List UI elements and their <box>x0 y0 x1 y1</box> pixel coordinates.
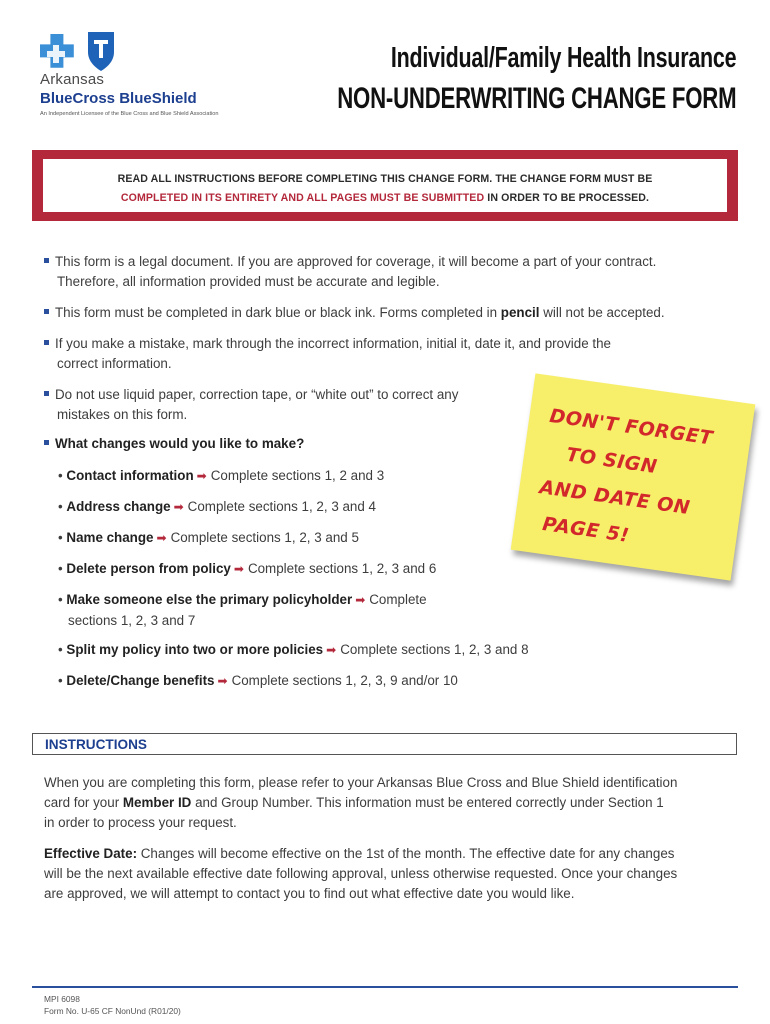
sticky-note-reminder <box>511 373 756 580</box>
title-line-2: NON-UNDERWRITING CHANGE FORM <box>336 82 736 115</box>
bullet-ink-requirement: This form must be completed in dark blue or black ink. Forms completed in pencil will not be accepted. <box>44 303 665 323</box>
document-title <box>197 42 736 116</box>
arrow-right-icon: ➡ <box>355 593 366 607</box>
change-option: • Name change ➡ Complete sections 1, 2, 3 and 5 <box>58 530 359 545</box>
logo-licensee-text: An Independent Licensee of the Blue Cross and Blue Shield Association <box>40 111 219 117</box>
instructions-paragraph-member-id: When you are completing this form, please refer to your Arkansas Blue Cross and Blue Shield identification card for your Member ID and Group Number. This information must be entered correctly under Section 1 in order to process your request. <box>44 775 678 830</box>
bullet-square-icon <box>44 258 49 263</box>
notice-line-2 <box>43 189 727 208</box>
instructions-paragraph-effective-date: Effective Date: Changes will become effective on the 1st of the month. The effective date for any changes will be the next available effective date following approval, unless otherwise requested. Once your changes are approved, we will attempt to contact you to find out what effective date you would like. <box>44 846 678 901</box>
bullet-no-white-out: Do not use liquid paper, correction tape, or “white out” to correct any mistakes on this form. <box>44 385 458 424</box>
change-option: • Make someone else the primary policyholder ➡ Complete sections 1, 2, 3 and 7 <box>58 592 427 628</box>
cross-shield-logo-icon <box>40 28 150 72</box>
arrow-right-icon: ➡ <box>233 562 244 576</box>
sticky-note-text: DON'T FORGET TO SIGN AND DATE ON PAGE 5! <box>538 404 715 547</box>
notice-line-1: READ ALL INSTRUCTIONS BEFORE COMPLETING THIS CHANGE FORM. THE CHANGE FORM MUST BE <box>117 173 653 185</box>
footer-mpi: MPI 6098 <box>44 994 80 1004</box>
change-option: • Contact information ➡ Complete sections 1, 2 and 3 <box>58 468 385 483</box>
notice-box <box>32 150 738 221</box>
arrow-right-icon: ➡ <box>173 500 184 514</box>
bullet-legal-document: This form is a legal document. If you are approved for coverage, it will become a part of your contract. Therefore, all information provided must be accurate and legible. <box>44 252 656 291</box>
footer-divider <box>32 986 738 988</box>
arrow-right-icon: ➡ <box>196 469 207 483</box>
change-option: • Delete person from policy ➡ Complete sections 1, 2, 3 and 6 <box>58 561 437 576</box>
arrow-right-icon: ➡ <box>217 674 228 688</box>
bullet-mistakes: If you make a mistake, mark through the incorrect information, initial it, date it, and provide the correct information. <box>44 334 611 373</box>
arrow-right-icon: ➡ <box>156 531 167 545</box>
arrow-right-icon: ➡ <box>326 643 337 657</box>
bullet-square-icon <box>44 440 49 445</box>
bullet-square-icon <box>44 340 49 345</box>
notice-red-text: COMPLETED IN ITS ENTIRETY AND ALL PAGES MUST BE SUBMITTED <box>120 192 485 204</box>
title-line-1: Individual/Family Health Insurance <box>390 42 736 74</box>
bullet-square-icon <box>44 391 49 396</box>
footer-form-numbers <box>44 993 181 1017</box>
bullet-what-changes: What changes would you like to make? <box>44 434 304 454</box>
change-option: • Delete/Change benefits ➡ Complete sections 1, 2, 3, 9 and/or 10 <box>58 673 458 688</box>
change-option: • Address change ➡ Complete sections 1, 2, 3 and 4 <box>58 499 376 514</box>
logo-state-text: Arkansas <box>40 71 105 88</box>
instructions-heading: INSTRUCTIONS <box>45 737 147 752</box>
notice-line-2-rest: IN ORDER TO BE PROCESSED. <box>484 192 650 204</box>
logo-company-name: BlueCross BlueShield <box>40 90 197 107</box>
change-option: • Split my policy into two or more policies ➡ Complete sections 1, 2, 3 and 8 <box>58 642 529 657</box>
bullet-square-icon <box>44 309 49 314</box>
footer-form-no: Form No. U-65 CF NonUnd (R01/20) <box>44 1006 181 1016</box>
notice-text <box>43 159 727 212</box>
instructions-heading-box <box>32 733 737 755</box>
